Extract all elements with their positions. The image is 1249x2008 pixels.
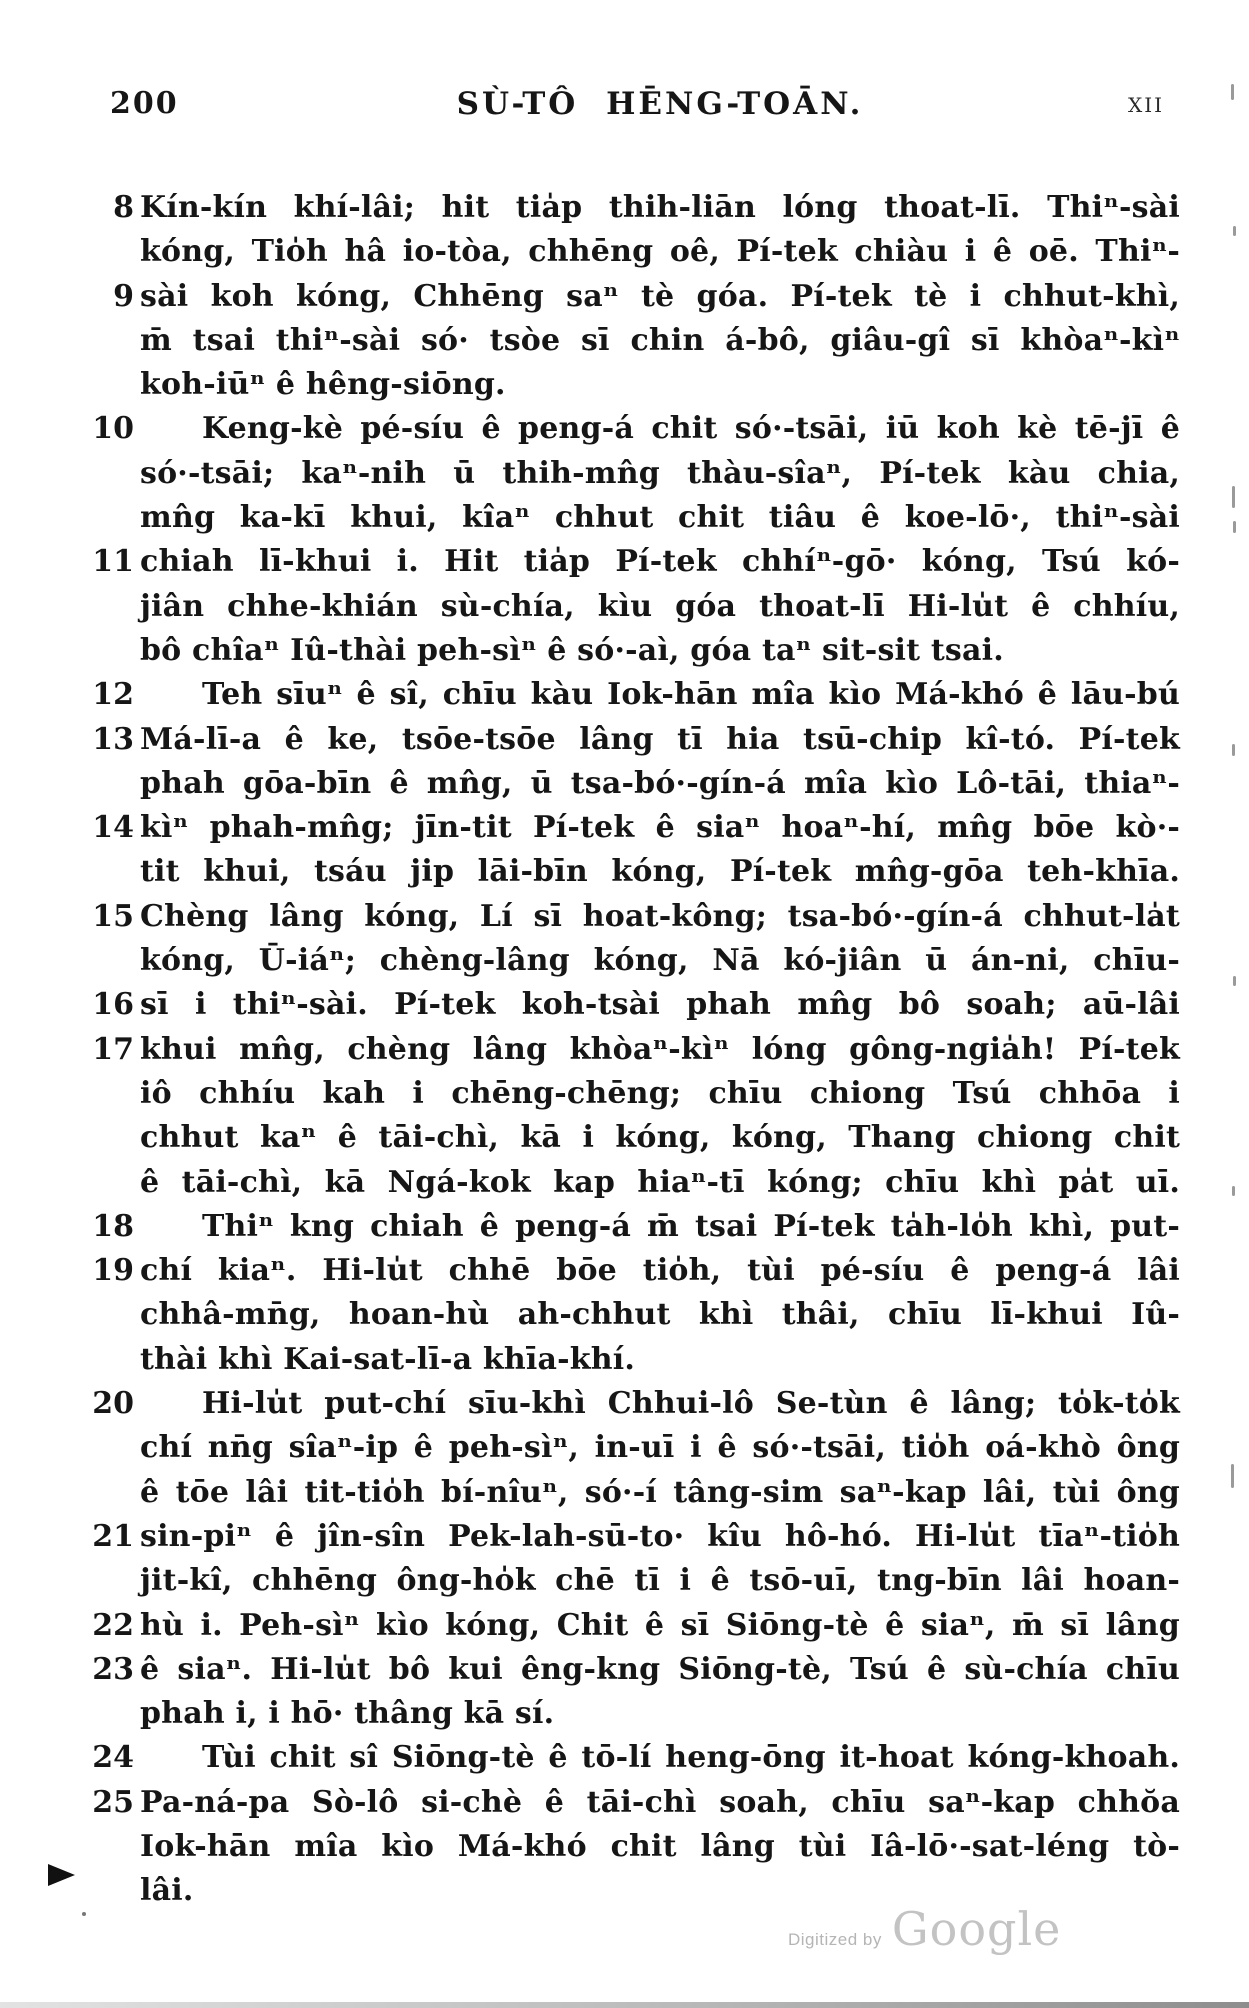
text-line: [92, 806, 1192, 850]
verse-number: 24: [92, 1740, 134, 1776]
verse-text: Kín-kín khí-lâi; hit tia̍p thih-liān lóng thoat-lī. Thiⁿ-sài: [140, 190, 1180, 225]
text-line: [92, 1028, 1192, 1072]
verse-text: jiân chhe-khián sù-chía, kìu góa thoat-lī Hi-lu̍t ê chhíu,: [140, 588, 1180, 624]
verse-text: phah gōa-bīn ê mn̂g, ū tsa-bó·-gín-á mîa kìo Lô-tāi, thiaⁿ-: [140, 765, 1180, 801]
text-line: [92, 407, 1192, 451]
verse-text: Chèng lâng kóng, Lí sī hoat-kông; tsa-bó·-gín-á chhut-la̍t: [140, 898, 1180, 934]
verse-text: Keng-kè pé-síu ê peng-á chit só·-tsāi, iū koh kè tē-jī ê: [202, 411, 1180, 447]
verse-number: 9: [113, 278, 134, 314]
verse-text: Tùi chit sî Siōng-tè ê tō-lí heng-ōng it-hoat kóng-khoah.: [202, 1740, 1180, 1776]
page-number: 200: [110, 86, 179, 121]
verse-text: chiah lī-khui i. Hit tia̍p Pí-tek chhíⁿ-gō· kóng, Tsú kó-: [140, 544, 1180, 580]
text-line: [92, 1116, 1192, 1160]
verse-text: Pa-ná-pa Sò-lô si-chè ê tāi-chì soah, chīu saⁿ-kap chhŏa: [140, 1784, 1180, 1820]
verse-text: thài khì Kai-sat-lī-a khīa-khí.: [140, 1341, 636, 1377]
running-title: SÙ-TÔ HĒNG-TOĀN.: [456, 86, 864, 122]
verse-number: 16: [92, 987, 134, 1023]
verse-text: chhâ-mn̄g, hoan-hù ah-chhut khì thâi, chīu lī-khui Iû-: [140, 1297, 1180, 1333]
verse-text: kóng, Ū-iáⁿ; chèng-lâng kóng, Nā kó-jiân ū án-ni, chīu-: [140, 943, 1180, 979]
verse-text: Thiⁿ kng chiah ê peng-á m̄ tsai Pí-tek ta̍h-lo̍h khì, put-: [202, 1208, 1180, 1244]
verse-text: sài koh kóng, Chhēng saⁿ tè góa. Pí-tek tè i chhut-khì,: [140, 278, 1180, 314]
verse-number: 23: [92, 1651, 134, 1687]
scan-artifact: [1232, 486, 1235, 508]
verse-text: só·-tsāi; kaⁿ-nih ū thih-mn̂g thàu-sîaⁿ, Pí-tek kàu chia,: [140, 455, 1180, 491]
verse-number: 22: [92, 1607, 134, 1643]
verse-text: kìⁿ phah-mn̂g; jīn-tit Pí-tek ê siaⁿ hoaⁿ-hí, mn̂g bōe kò·-: [140, 810, 1180, 846]
verse-text: iô chhíu kah i chēng-chēng; chīu chiong Tsú chhōa i: [140, 1075, 1180, 1111]
google-logo: Google: [891, 1902, 1062, 1956]
text-line: [92, 1515, 1192, 1559]
text-line: [92, 1692, 1192, 1736]
text-line: [92, 319, 1192, 363]
scan-artifact: [82, 1912, 86, 1916]
text-line: [92, 230, 1192, 274]
text-line: [92, 718, 1192, 762]
scan-artifact: [1233, 226, 1236, 236]
verse-number: 15: [92, 898, 134, 934]
text-line: [92, 1559, 1192, 1603]
text-line: [92, 540, 1192, 584]
verse-text: tit khui, tsáu jip lāi-bīn kóng, Pí-tek mn̂g-gōa teh-khīa.: [140, 854, 1180, 890]
scan-artifact: [1232, 1186, 1235, 1196]
text-line: [92, 983, 1192, 1027]
chapter-numeral: XII: [1128, 93, 1165, 117]
verse-text: khui mn̂g, chèng lâng khòaⁿ-kìⁿ lóng gông-ngia̍h! Pí-tek: [140, 1031, 1180, 1067]
scan-artifact: [1231, 1464, 1234, 1488]
text-line: [92, 1072, 1192, 1116]
text-line: [92, 1471, 1192, 1515]
verse-number: 18: [92, 1208, 134, 1244]
text-line: [92, 1426, 1192, 1470]
page-bottom-edge: [0, 2002, 1249, 2008]
verse-text: Teh sīuⁿ ê sî, chīu kàu Iok-hān mîa kìo Má-khó ê lāu-bú: [202, 677, 1180, 713]
text-line: [92, 1736, 1192, 1780]
verse-text: Iok-hān mîa kìo Má-khó chit lâng tùi Iâ-lō·-sat-léng tò-: [140, 1828, 1180, 1864]
verse-text: Má-lī-a ê ke, tsōe-tsōe lâng tī hia tsū-chip kî-tó. Pí-tek: [140, 721, 1180, 757]
text-body: [92, 186, 1192, 1914]
verse-text: ê siaⁿ. Hi-lu̍t bô kui êng-kng Siōng-tè, Tsú ê sù-chía chīu: [140, 1651, 1180, 1687]
verse-number: 17: [92, 1031, 134, 1067]
verse-number: 12: [92, 677, 134, 713]
watermark-prefix-text: Digitized by: [788, 1930, 882, 1949]
text-line: [92, 1249, 1192, 1293]
verse-text: hù i. Peh-sìⁿ kìo kóng, Chit ê sī Siōng-tè ê siaⁿ, m̄ sī lâng: [140, 1607, 1180, 1643]
text-line: [92, 1781, 1192, 1825]
text-line: [92, 629, 1192, 673]
verse-number: 19: [92, 1253, 134, 1289]
verse-text: bô chîaⁿ Iû-thài peh-sìⁿ ê só·-aì, góa taⁿ sit-sit tsai.: [140, 632, 1004, 668]
text-line: [92, 762, 1192, 806]
text-line: [92, 850, 1192, 894]
text-line: [92, 585, 1192, 629]
verse-text: chí nn̄g sîaⁿ-ip ê peh-sìⁿ, in-uī i ê só·-tsāi, tio̍h oá-khò ông: [140, 1430, 1180, 1466]
verse-number: 8: [113, 190, 134, 225]
verse-text: ê tāi-chì, kā Ngá-kok kap hiaⁿ-tī kóng; chīu khì pa̍t uī.: [140, 1164, 1180, 1200]
text-line: [92, 186, 1192, 230]
verse-text: chí kiaⁿ. Hi-lu̍t chhē bōe tio̍h, tùi pé-síu ê peng-á lâi: [140, 1253, 1180, 1289]
verse-number: 13: [92, 721, 134, 757]
text-line: [92, 1205, 1192, 1249]
verse-text: kóng, Tio̍h hâ io-tòa, chhēng oê, Pí-tek chiàu i ê oē. Thiⁿ-: [140, 234, 1180, 270]
scan-artifact: [1231, 84, 1234, 100]
verse-text: jit-kî, chhēng ông-ho̍k chē tī i ê tsō-uī, tng-bīn lâi hoan-: [140, 1563, 1180, 1599]
verse-number: 25: [92, 1784, 134, 1820]
text-line: [92, 1604, 1192, 1648]
verse-number: 11: [92, 544, 134, 580]
text-line: [92, 363, 1192, 407]
verse-text: chhut kaⁿ ê tāi-chì, kā i kóng, kóng, Thang chiong chit: [140, 1120, 1180, 1156]
scan-artifact: [1233, 521, 1236, 533]
verse-number: 14: [92, 810, 134, 846]
text-line: [92, 939, 1192, 983]
text-line: [92, 895, 1192, 939]
text-line: [92, 1648, 1192, 1692]
watermark: [788, 1902, 1061, 1956]
verse-text: mn̂g ka-kī khui, kîaⁿ chhut chit tiâu ê koe-lō·, thiⁿ-sài: [140, 500, 1180, 536]
verse-text: lâi.: [140, 1873, 194, 1909]
verse-text: Hi-lu̍t put-chí sīu-khì Chhui-lô Se-tùn ê lâng; to̍k-to̍k: [202, 1386, 1180, 1422]
verse-number: 21: [92, 1518, 134, 1554]
verse-text: sī i thiⁿ-sài. Pí-tek koh-tsài phah mn̂g bô soah; aū-lâi: [140, 987, 1180, 1023]
scan-artifact: [1233, 976, 1236, 986]
verse-text: sin-piⁿ ê jîn-sîn Pek-lah-sū-to· kîu hô-hó. Hi-lu̍t tīaⁿ-tio̍h: [140, 1518, 1180, 1554]
text-line: [92, 275, 1192, 319]
text-line: [92, 496, 1192, 540]
text-line: [92, 1161, 1192, 1205]
verse-text: ê tōe lâi tit-tio̍h bí-nîuⁿ, só·-í tâng-sim saⁿ-kap lâi, tùi ông: [140, 1474, 1180, 1510]
text-line: [92, 1825, 1192, 1869]
text-line: [92, 673, 1192, 717]
verse-text: phah i, i hō· thâng kā sí.: [140, 1696, 555, 1732]
verse-text: koh-iūⁿ ê hêng-siōng.: [140, 367, 506, 403]
text-line: [92, 1382, 1192, 1426]
text-line: [92, 1293, 1192, 1337]
scan-artifact: [1232, 744, 1235, 756]
verse-text: m̄ tsai thiⁿ-sài só· tsòe sī chin á-bô, giâu-gî sī khòaⁿ-kìⁿ: [140, 322, 1180, 358]
margin-arrow-mark: [48, 1864, 75, 1886]
text-line: [92, 452, 1192, 496]
text-line: [92, 1338, 1192, 1382]
page-header: [0, 86, 1249, 126]
verse-number: 10: [92, 411, 134, 447]
verse-number: 20: [92, 1386, 134, 1422]
